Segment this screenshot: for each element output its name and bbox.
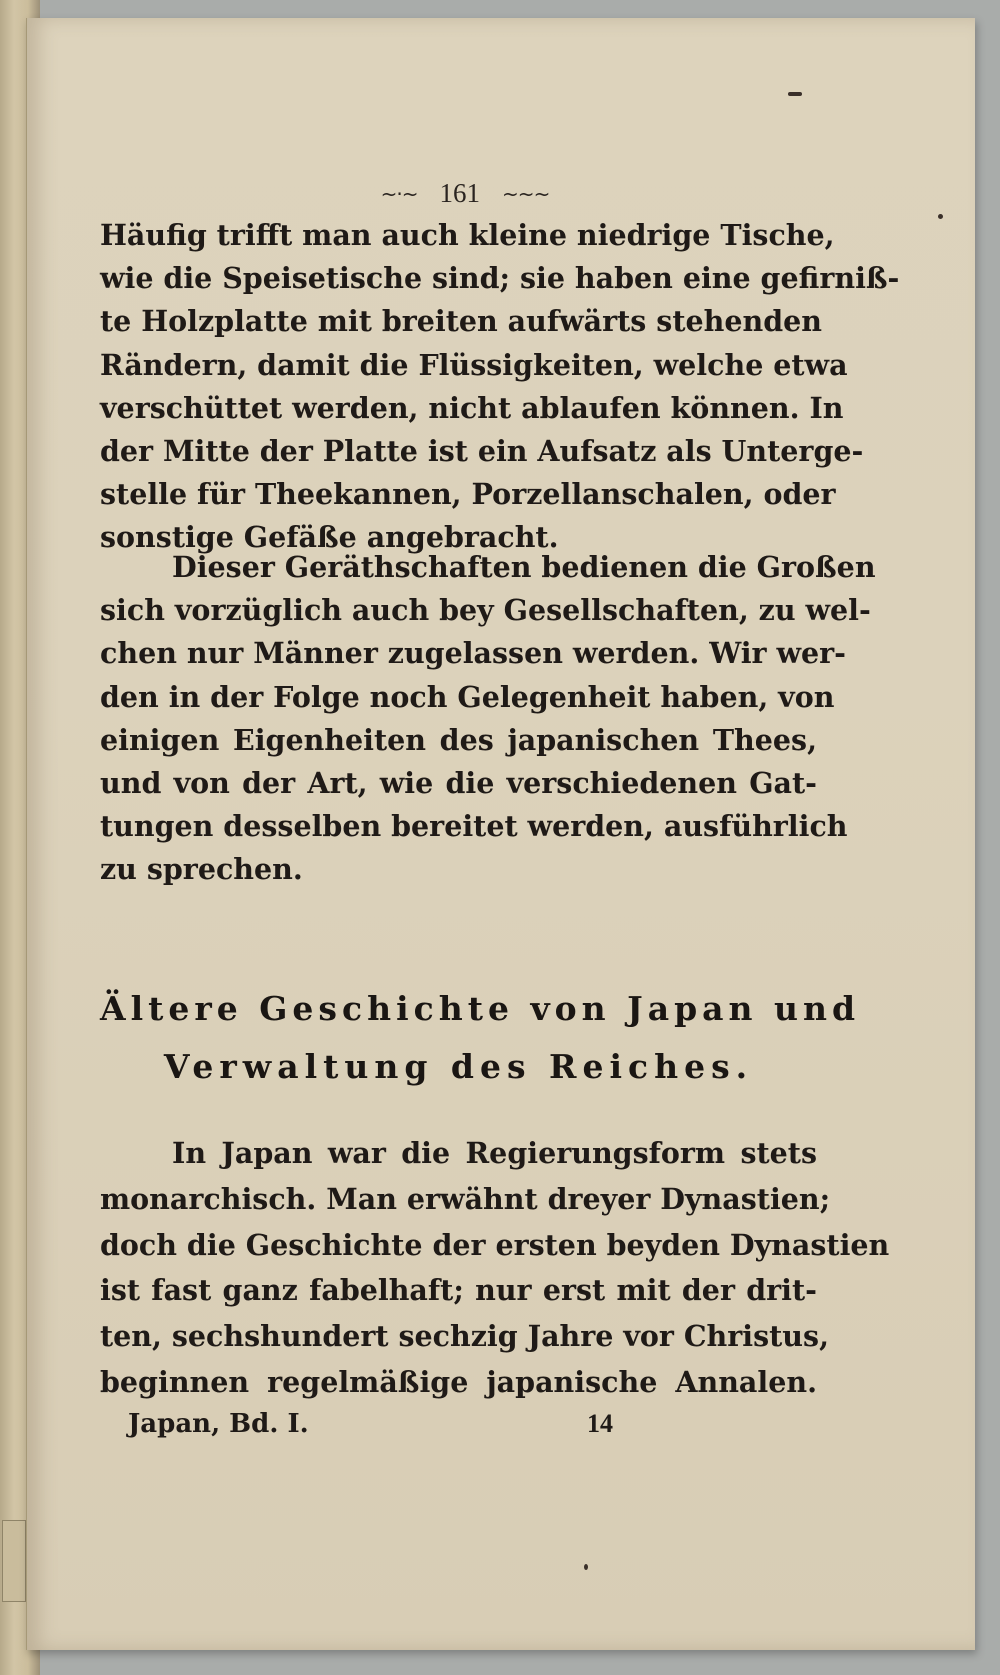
text-line: tungen desselben bereitet werden, ausführlich — [100, 809, 848, 844]
section-heading — [100, 980, 861, 1096]
text-line: doch die Geschichte der ersten beyden Dynastien — [100, 1227, 890, 1262]
text-line: Dieser Geräthschaften bedienen die Großen — [172, 550, 876, 584]
text-line: te Holzplatte mit breiten aufwärts stehenden — [100, 304, 822, 339]
text-line: sonstige Gefäße angebracht. — [100, 520, 559, 555]
printer-signature: Japan, Bd. I. — [128, 1409, 309, 1439]
heading-line-2: Verwaltung des Reiches. — [163, 1047, 754, 1086]
text-line: zu sprechen. — [100, 852, 303, 887]
paragraph-gatherings — [100, 546, 876, 892]
heading-line-1: Ältere Geschichte von Japan und — [100, 989, 861, 1028]
text-line: ten, sechshundert sechzig Jahre vor Christus, — [100, 1319, 829, 1354]
text-line: stelle für Theekannen, Porzellanschalen, oder — [100, 477, 836, 512]
text-line: Häufig trifft man auch kleine niedrige Tische, — [100, 218, 835, 252]
text-line: der Mitte der Platte ist ein Aufsatz als Unterge- — [100, 433, 864, 468]
text-line: In Japan war die Regierungsform stets — [172, 1136, 817, 1170]
text-line: verschüttet werden, nicht ablaufen können. In — [100, 390, 844, 425]
running-header — [330, 178, 600, 209]
text-line: einigen Eigenheiten des japanischen Thees, — [100, 722, 817, 757]
text-line: Rändern, damit die Flüssigkeiten, welche etwa — [100, 347, 848, 382]
page-number: 161 — [439, 178, 481, 208]
text-line: wie die Speisetische sind; sie haben eine gefirniß- — [100, 261, 900, 296]
text-line: monarchisch. Man erwähnt dreyer Dynastien; — [100, 1181, 831, 1216]
paragraph-dynasties — [100, 1131, 890, 1406]
text-line: den in der Folge noch Gelegenheit haben, von — [100, 679, 835, 714]
header-ornament-right: ~~~ — [502, 181, 550, 206]
text-line: ist fast ganz fabelhaft; nur erst mit der drit- — [100, 1273, 817, 1308]
ink-speck — [938, 214, 943, 219]
signature-number: 14 — [587, 1409, 613, 1438]
page-tab — [2, 1520, 26, 1602]
text-line: beginnen regelmäßige japanische Annalen. — [100, 1364, 817, 1399]
ink-speck — [584, 1564, 588, 1570]
text-line: sich vorzüglich auch bey Gesellschaften, zu wel- — [100, 593, 871, 628]
text-line: chen nur Männer zugelassen werden. Wir wer- — [100, 636, 846, 671]
paragraph-tea-tables — [100, 214, 900, 560]
text-line: und von der Art, wie die verschiedenen Gat- — [100, 765, 817, 800]
header-ornament-left: ~·~ — [380, 181, 418, 206]
ink-speck — [788, 92, 802, 96]
